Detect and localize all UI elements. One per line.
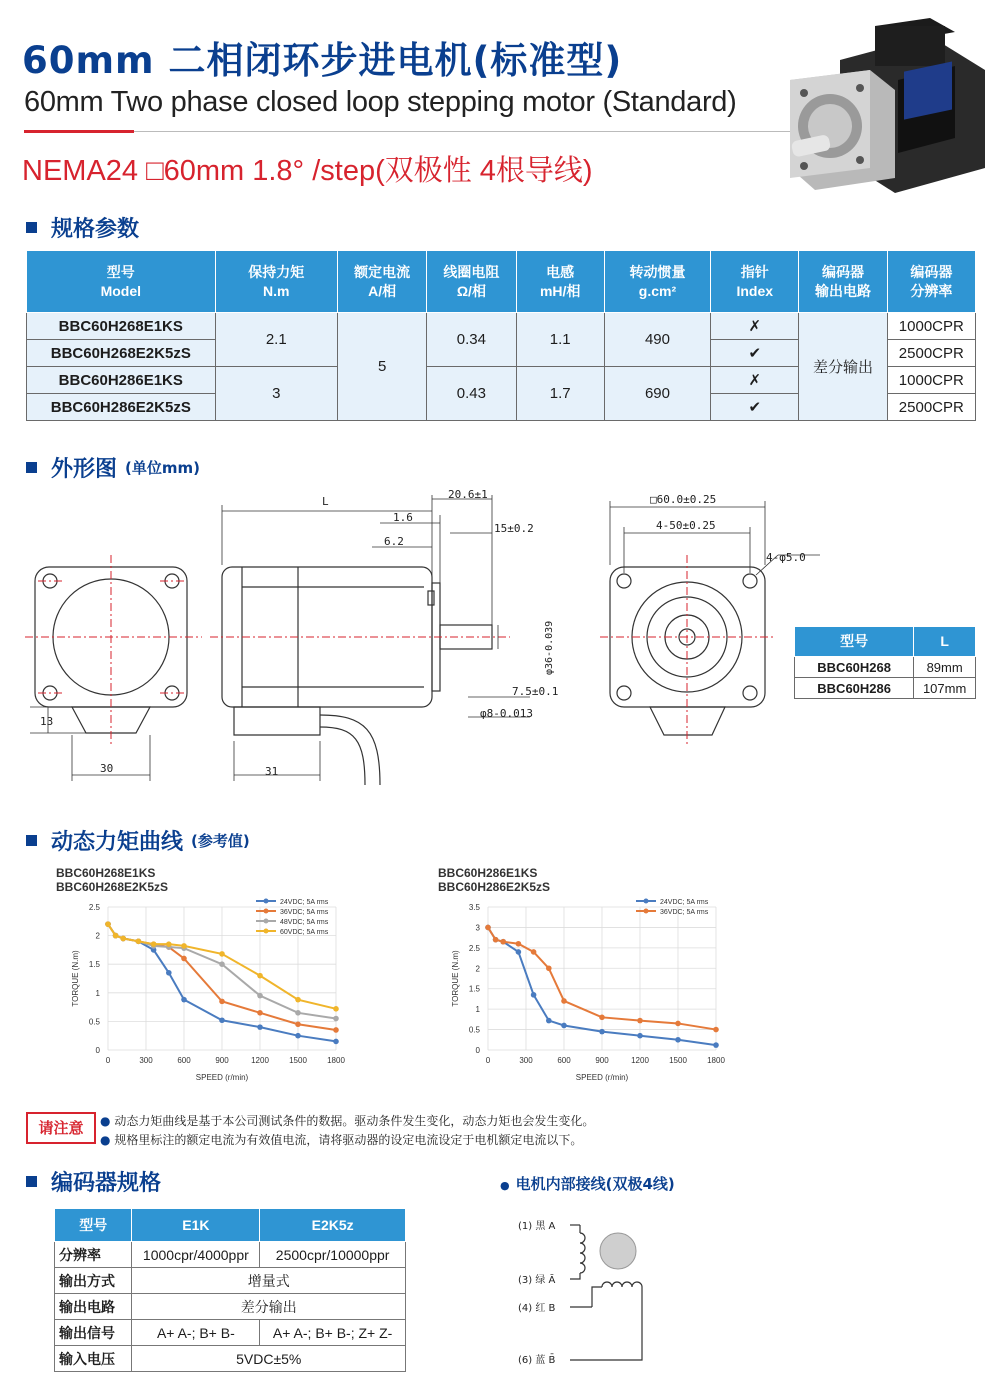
legend-marker	[264, 919, 269, 924]
y-tick-label: 0	[475, 1046, 480, 1055]
table-row: 分辨率 1000cpr/4000ppr 2500cpr/10000ppr	[55, 1242, 406, 1268]
dimension-heading: 外形图 (单位mm)	[26, 452, 200, 483]
x-tick-label: 1200	[631, 1056, 649, 1065]
data-point	[531, 949, 537, 955]
wire-label-b-bar: (6) 蓝 B̄	[518, 1355, 556, 1366]
model-cell: BBC60H286E2K5zS	[27, 394, 216, 421]
col-output-circuit: 编码器 输出电路	[799, 251, 887, 313]
length-col-model: 型号	[795, 627, 914, 657]
data-point	[531, 992, 537, 998]
x-tick-label: 300	[139, 1056, 153, 1065]
notice-line-1: ● 动态力矩曲线是基于本公司测试条件的数据。驱动条件发生变化，动态力矩也会发生变化。	[100, 1114, 595, 1128]
y-tick-label: 0.5	[468, 1025, 480, 1035]
enc-col-model: 型号	[55, 1209, 132, 1242]
y-tick-label: 2	[475, 964, 480, 974]
inertia-cell: 690	[604, 367, 710, 421]
y-tick-label: 3.5	[468, 903, 480, 912]
data-point	[599, 1015, 605, 1021]
current-cell: 5	[337, 313, 426, 421]
legend-label: 24VDC; 5A rms	[660, 899, 709, 906]
dim-20-6-label: 20.6±1	[448, 488, 488, 501]
dim-31-label: 31	[265, 765, 279, 778]
y-tick-label: 2.5	[468, 943, 480, 953]
enc-col-e2k5z: E2K5z	[260, 1209, 406, 1242]
x-tick-label: 1500	[289, 1056, 307, 1065]
y-tick-label: 1.5	[88, 960, 100, 970]
data-point	[219, 999, 225, 1005]
x-axis-label: SPEED (r/min)	[575, 1073, 629, 1082]
notice-line-2: ● 规格里标注的额定电流为有效值电流，请将驱动器的设定电流设定于电机额定电流以下。	[100, 1133, 583, 1147]
legend-marker	[264, 899, 269, 904]
data-point	[637, 1033, 643, 1039]
x-tick-label: 900	[215, 1056, 229, 1065]
x-tick-label: 600	[177, 1056, 191, 1065]
legend-label: 48VDC; 5A rms	[280, 919, 329, 926]
col-model: 型号 Model	[27, 251, 216, 313]
col-inertia: 转动惯量 g.cm²	[604, 251, 710, 313]
index-check-icon: ✔	[711, 394, 799, 421]
dim-50-label: 4-50±0.25	[656, 519, 716, 532]
data-point	[333, 1039, 339, 1045]
index-check-icon: ✔	[711, 340, 799, 367]
side-view	[222, 567, 492, 785]
y-tick-label: 1	[475, 1005, 480, 1015]
data-point	[257, 1010, 263, 1016]
table-row: 输出电路 差分输出	[55, 1294, 406, 1320]
x-tick-label: 0	[105, 1056, 111, 1065]
data-point	[166, 941, 172, 947]
data-point	[295, 997, 301, 1003]
y-axis-label: TORQUE (N.m)	[71, 950, 80, 1007]
dimension-drawing	[20, 485, 806, 800]
col-torque: 保持力矩 N.m	[215, 251, 337, 313]
table-row: 输出信号 A+ A-; B+ B- A+ A-; B+ B-; Z+ Z-	[55, 1320, 406, 1346]
data-point	[295, 1021, 301, 1027]
resolution-cell: 1000CPR	[887, 313, 975, 340]
x-tick-label: 1500	[669, 1056, 687, 1065]
rotor-icon	[600, 1233, 636, 1269]
legend-marker	[644, 899, 649, 904]
data-point	[151, 941, 157, 947]
data-point	[113, 933, 119, 939]
x-tick-label: 1800	[327, 1056, 345, 1065]
data-point	[219, 1017, 225, 1023]
y-tick-label: 0	[95, 1046, 100, 1055]
length-col-L: L	[914, 627, 976, 657]
inductance-cell: 1.7	[516, 367, 604, 421]
dim-15-label: 15±0.2	[494, 522, 534, 535]
wiring-diagram	[510, 1205, 680, 1375]
bullet-dot-icon: ●	[100, 1114, 111, 1128]
x-tick-label: 1200	[251, 1056, 269, 1065]
table-row: 输入电压 5VDC±5%	[55, 1346, 406, 1372]
dim-6-2-label: 6.2	[384, 535, 404, 548]
index-cross-icon: ✗	[711, 367, 799, 394]
data-point	[181, 943, 187, 949]
dim-60-label: □60.0±0.25	[650, 493, 717, 506]
page-subtitle: NEMA24 □60mm 1.8° /step(双极性 4根导线)	[22, 155, 593, 187]
chart1-title: BBC60H268E1KS BBC60H268E2K5zS	[56, 866, 169, 894]
dim-30-label: 30	[100, 762, 114, 775]
col-inductance: 电感 mH/相	[516, 251, 604, 313]
dim-L-label: L	[322, 495, 329, 508]
data-point	[333, 1006, 339, 1012]
dim-7-5-label: 7.5±0.1	[512, 685, 559, 698]
legend-label: 36VDC; 5A rms	[660, 909, 709, 916]
data-point	[493, 937, 499, 943]
page-title-en: 60mm Two phase closed loop stepping motor (Standard)	[24, 86, 737, 118]
y-tick-label: 2	[95, 931, 100, 941]
encoder-table	[54, 1208, 406, 1372]
resolution-cell: 2500CPR	[887, 394, 975, 421]
x-tick-label: 600	[557, 1056, 571, 1065]
front-centerlines	[600, 555, 775, 747]
data-point	[561, 1023, 567, 1029]
legend-label: 36VDC; 5A rms	[280, 909, 329, 916]
y-axis-label: TORQUE (N.m)	[451, 950, 460, 1007]
dim-36-label: φ36-0.039	[544, 620, 555, 675]
y-tick-label: 0.5	[88, 1017, 100, 1027]
resistance-cell: 0.43	[427, 367, 516, 421]
torque-chart-1	[60, 895, 360, 1090]
data-point	[219, 961, 225, 967]
x-tick-label: 0	[485, 1056, 491, 1065]
enc-col-e1k: E1K	[132, 1209, 260, 1242]
data-point	[257, 993, 263, 999]
torque-chart-2	[440, 895, 740, 1090]
x-axis-label: SPEED (r/min)	[195, 1073, 249, 1082]
data-point	[333, 1027, 339, 1033]
data-point	[561, 998, 567, 1004]
model-cell: BBC60H268E1KS	[27, 313, 216, 340]
section-bullet-icon	[26, 462, 37, 473]
dim-5-label: 4-φ5.0	[766, 551, 806, 564]
table-row	[27, 313, 976, 340]
col-current: 额定电流 A/相	[337, 251, 426, 313]
motor-product-image	[780, 18, 990, 198]
notice-badge: 请注意	[26, 1112, 96, 1144]
data-point	[675, 1021, 681, 1027]
y-tick-label: 1.5	[468, 984, 480, 994]
index-cross-icon: ✗	[711, 313, 799, 340]
data-point	[295, 1033, 301, 1039]
data-point	[136, 939, 142, 945]
legend-marker	[644, 909, 649, 914]
dim-1-6-label: 1.6	[393, 511, 413, 524]
legend-marker	[264, 909, 269, 914]
x-tick-label: 1800	[707, 1056, 725, 1065]
page-title-cn: 60mm 二相闭环步进电机(标准型)	[22, 39, 623, 82]
wire-label-a-bar: (3) 绿 Ā	[518, 1275, 556, 1286]
data-point	[120, 936, 126, 942]
data-point	[546, 965, 552, 971]
spec-table	[26, 250, 976, 421]
table-row: BBC60H286 107mm	[795, 678, 976, 699]
bullet-dot-icon: ●	[500, 1179, 510, 1192]
col-resistance: 线圈电阻 Ω/相	[427, 251, 516, 313]
resistance-cell: 0.34	[427, 313, 516, 367]
data-point	[105, 921, 111, 927]
torque-heading: 动态力矩曲线 (参考值)	[26, 825, 250, 856]
data-point	[257, 1024, 263, 1030]
data-point	[257, 973, 263, 979]
data-point	[516, 949, 522, 955]
length-table	[794, 626, 976, 699]
resolution-cell: 2500CPR	[887, 340, 975, 367]
inductance-cell: 1.1	[516, 313, 604, 367]
dim-13-label: 13	[40, 715, 54, 728]
torque-cell: 3	[215, 367, 337, 421]
data-point	[181, 956, 187, 962]
data-point	[599, 1029, 605, 1035]
legend-label: 24VDC; 5A rms	[280, 899, 329, 906]
data-point	[485, 925, 491, 931]
model-cell: BBC60H268E2K5zS	[27, 340, 216, 367]
data-point	[713, 1027, 719, 1033]
encoder-heading: 编码器规格	[26, 1166, 161, 1197]
legend-label: 60VDC; 5A rms	[280, 929, 329, 936]
resolution-cell: 1000CPR	[887, 367, 975, 394]
data-point	[166, 970, 172, 976]
wire-label-a: (1) 黑 A	[518, 1221, 556, 1232]
section-bullet-icon	[26, 835, 37, 846]
output-circuit-cell: 差分输出	[799, 313, 887, 421]
col-resolution: 编码器 分辨率	[887, 251, 975, 313]
table-row: 输出方式 增量式	[55, 1268, 406, 1294]
data-point	[295, 1010, 301, 1016]
data-point	[637, 1018, 643, 1024]
data-point	[675, 1037, 681, 1043]
torque-cell: 2.1	[215, 313, 337, 367]
section-bullet-icon	[26, 1176, 37, 1187]
y-tick-label: 1	[95, 988, 100, 998]
data-point	[516, 941, 522, 947]
y-tick-label: 2.5	[88, 903, 100, 912]
inertia-cell: 490	[604, 313, 710, 367]
data-point	[713, 1042, 719, 1048]
chart2-title: BBC60H286E1KS BBC60H286E2K5zS	[438, 866, 551, 894]
x-tick-label: 300	[519, 1056, 533, 1065]
side-dims	[222, 495, 530, 717]
data-point	[181, 997, 187, 1003]
wire-label-b: (4) 红 B	[518, 1303, 556, 1314]
model-cell: BBC60H286E1KS	[27, 367, 216, 394]
title-divider	[134, 131, 824, 132]
data-point	[500, 939, 506, 945]
wiring-heading: ● 电机内部接线(双极4线)	[500, 1175, 675, 1193]
data-point	[333, 1016, 339, 1022]
y-tick-label: 3	[475, 923, 480, 933]
bullet-dot-icon: ●	[100, 1133, 111, 1147]
spec-header-row	[27, 251, 976, 313]
x-tick-label: 900	[595, 1056, 609, 1065]
col-index: 指针 Index	[711, 251, 799, 313]
spec-heading: 规格参数	[26, 212, 139, 243]
table-row: BBC60H268 89mm	[795, 657, 976, 678]
legend-marker	[264, 929, 269, 934]
dim-8-label: φ8-0.013	[480, 707, 533, 720]
data-point	[219, 951, 225, 957]
data-point	[546, 1018, 552, 1024]
section-bullet-icon	[26, 222, 37, 233]
title-accent-rule	[24, 130, 134, 133]
